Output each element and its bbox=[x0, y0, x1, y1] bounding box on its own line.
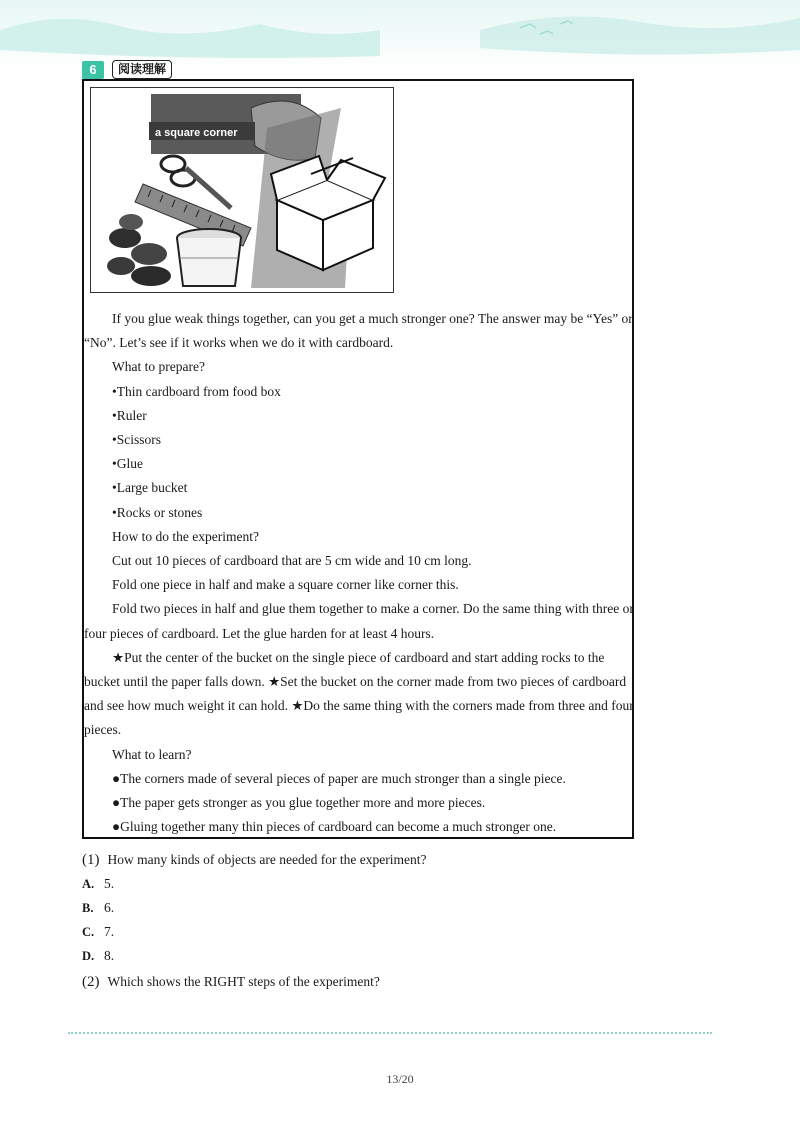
option-letter: A. bbox=[82, 877, 95, 891]
caption-square-corner: a square corner bbox=[155, 127, 238, 139]
question-header bbox=[82, 60, 172, 79]
passage-text bbox=[84, 307, 636, 839]
reading-passage-box bbox=[82, 79, 634, 839]
paragraph-intro: If you glue weak things together, can you get a much stronger one? The answer may be “Yes” or “No”. Let’s see if it works when we do it with cardboard. bbox=[84, 311, 633, 351]
option-text: 8. bbox=[104, 948, 115, 963]
heading-how: How to do the experiment? bbox=[112, 528, 259, 544]
page-number: 13/20 bbox=[386, 1072, 414, 1086]
step-paragraph: ★Put the center of the bucket on the single piece of cardboard and start adding rocks to the bucket until the paper falls down. ★Set the bucket on the corner made from two pieces of cardboard and see how much weight it can hold. ★Do the same thing with the corners made from three and four pieces. bbox=[84, 649, 634, 738]
question-1-text: How many kinds of objects are needed for the experiment? bbox=[107, 852, 427, 867]
list-item: •Large bucket bbox=[112, 480, 188, 496]
list-item: ●The corners made of several pieces of paper are much stronger than a single piece. bbox=[112, 770, 566, 786]
footer-divider bbox=[68, 1032, 712, 1034]
list-item: •Glue bbox=[112, 456, 143, 472]
question-2 bbox=[82, 970, 642, 994]
option-letter: D. bbox=[82, 949, 95, 963]
option-text: 7. bbox=[104, 924, 115, 939]
stones-icon bbox=[107, 214, 171, 286]
question-type-tag: 阅读理解 bbox=[112, 60, 172, 79]
option-letter: C. bbox=[82, 925, 95, 939]
option-a[interactable] bbox=[82, 872, 642, 896]
list-item: •Thin cardboard from food box bbox=[112, 383, 281, 399]
question-2-text: Which shows the RIGHT steps of the experiment? bbox=[107, 974, 380, 989]
question-1-number: (1) bbox=[82, 852, 100, 868]
question-2-number: (2) bbox=[82, 974, 100, 990]
list-item: •Ruler bbox=[112, 407, 147, 423]
step-paragraph: Fold two pieces in half and glue them together to make a corner. Do the same thing with three or four pieces of cardboard. Let the glue harden for at least 4 hours. bbox=[84, 601, 634, 641]
option-c[interactable] bbox=[82, 920, 642, 944]
step-paragraph: Fold one piece in half and make a square corner like corner this. bbox=[112, 577, 459, 593]
list-item: •Rocks or stones bbox=[112, 504, 203, 520]
heading-learn: What to learn? bbox=[112, 746, 192, 762]
option-text: 6. bbox=[104, 900, 115, 915]
experiment-illustration bbox=[90, 87, 394, 293]
list-item: ●Gluing together many thin pieces of cardboard can become a much stronger one. bbox=[112, 819, 557, 835]
list-item: ●The paper gets stronger as you glue together more and more pieces. bbox=[112, 795, 486, 811]
option-d[interactable] bbox=[82, 944, 642, 968]
questions-section bbox=[82, 848, 642, 994]
question-number: 6 bbox=[82, 61, 104, 79]
question-1 bbox=[82, 848, 642, 872]
option-text: 5. bbox=[104, 876, 115, 891]
step-paragraph: Cut out 10 pieces of cardboard that are 5 cm wide and 10 cm long. bbox=[112, 553, 472, 569]
heading-prepare: What to prepare? bbox=[112, 359, 205, 375]
bucket-icon bbox=[177, 229, 241, 286]
list-item: •Scissors bbox=[112, 432, 161, 448]
option-b[interactable] bbox=[82, 896, 642, 920]
option-letter: B. bbox=[82, 901, 94, 915]
